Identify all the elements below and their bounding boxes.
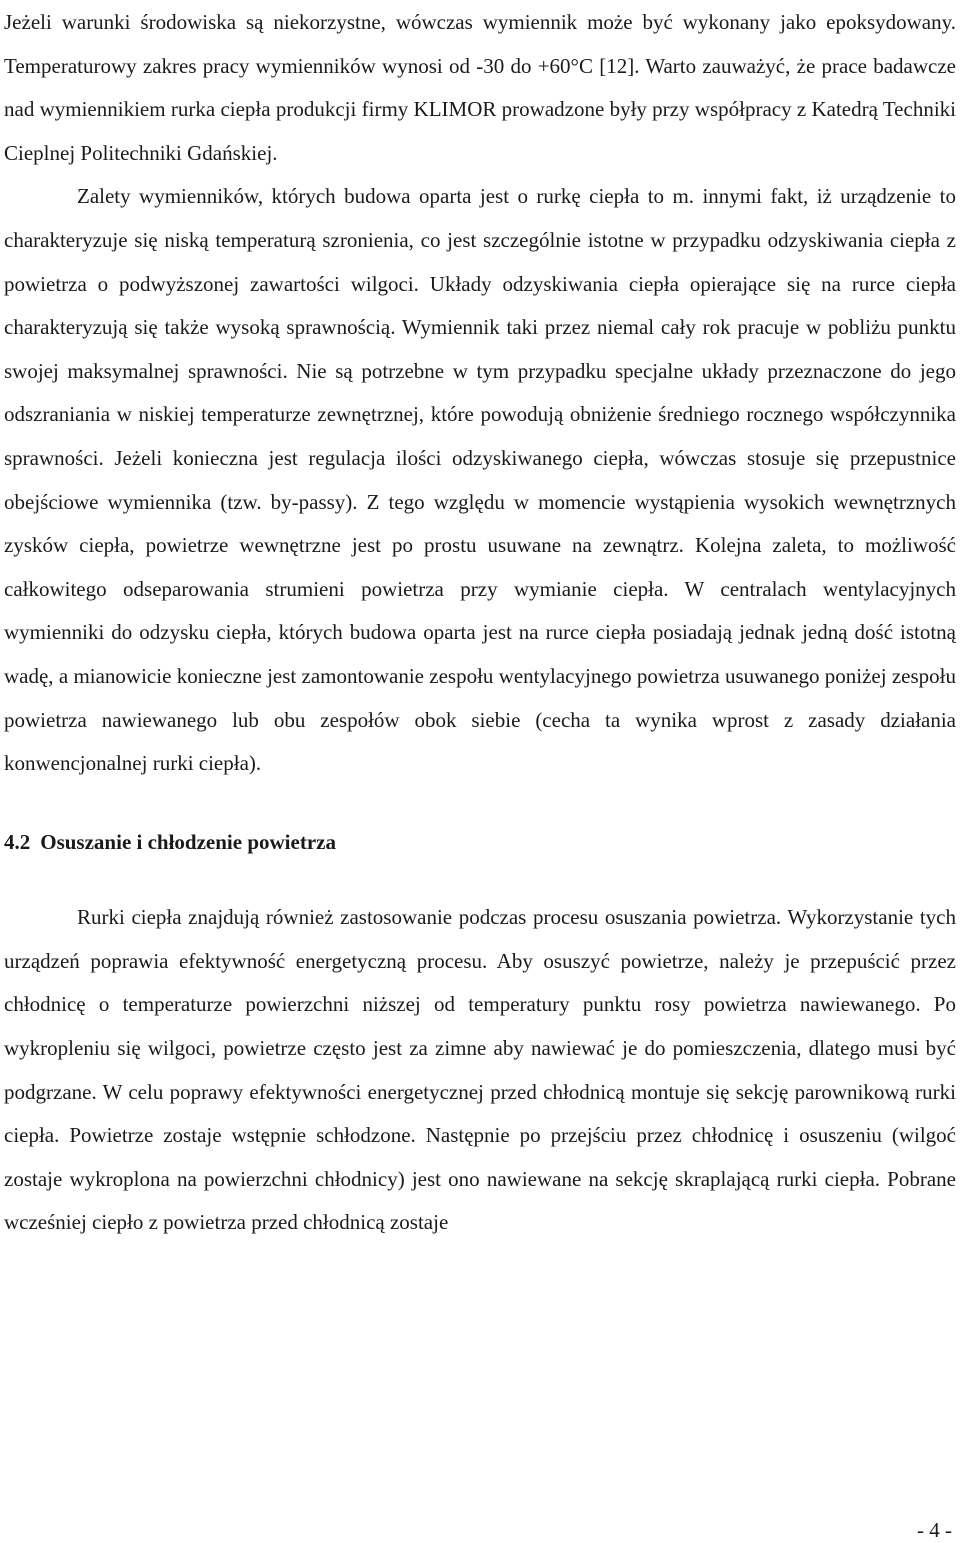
paragraph-heat-pipe-advantages: Zalety wymienników, których budowa oparta jest o rurkę ciepła to m. innymi fakt, iż urządzenie to charakteryzuje się niską temperaturą szronienia, co jest szczególnie istotne w przypadku odzyskiwania ciepła z powietrza o podwyższonej zawartości wilgoci. Układy odzyskiwania ciepła opierające się na rurce ciepła charakteryzują się także wysoką sprawnością. Wymiennik taki przez niemal cały rok pracuje w pobliżu punktu swojej maksymalnej sprawności. Nie są potrzebne w tym przypadku specjalne układy przeznaczone do jego odszraniania w niskiej temperaturze zewnętrznej, które powodują obniżenie średniego rocznego współczynnika sprawności. Jeżeli konieczna jest regulacja ilości odzyskiwanego ciepła, wówczas stosuje się przepustnice obejściowe wymiennika (tzw. by-passy). Z tego względu w momencie wystąpienia wysokich wewnętrznych zysków ciepła, powietrze wewnętrzne jest po prostu usuwane na zewnątrz. Kolejna zaleta, to możliwość całkowitego odseparowania strumieni powietrza przy wymianie ciepła. W centralach wentylacyjnych wymienniki do odzysku ciepła, których budowa oparta jest na rurce ciepła posiadają jednak jedną dość istotną wadę, a mianowicie konieczne jest zamontowanie zespołu wentylacyjnego powietrza usuwanego poniżej zespołu powietrza nawiewanego lub obu zespołów obok siebie (cecha ta wynika wprost z zasady działania konwencjonalnej rurki ciepła).	[4, 184, 956, 776]
section-number: 4.2	[4, 829, 31, 854]
section-title: Osuszanie i chłodzenie powietrza	[40, 829, 336, 854]
paragraph-dehumidification: Rurki ciepła znajdują również zastosowanie podczas procesu osuszania powietrza. Wykorzystanie tych urządzeń poprawia efektywność energetyczną procesu. Aby osuszyć powietrze, należy je przepuścić przez chłodnicę o temperaturze powierzchni niższej od temperatury punktu rosy powietrza nawiewanego. Po wykropleniu się wilgoci, powietrze często jest za zimne aby nawiewać je do pomieszczenia, dlatego musi być podgrzane. W celu poprawy efektywności energetycznej przed chłodnicą montuje się sekcję parownikową rurki ciepła. Powietrze zostaje wstępnie schłodzone. Następnie po przejściu przez chłodnicę i osuszeniu (wilgoć zostaje wykroplona na powierzchni chłodnicy) jest ono nawiewane na sekcję skraplającą rurki ciepła. Pobrane wcześniej ciepło z powietrza przed chłodnicą zostaje	[4, 905, 956, 1235]
section-heading	[4, 821, 956, 865]
page-number: - 4 -	[917, 1518, 952, 1542]
document-page	[4, 0, 956, 1245]
paragraph-heat-exchanger-conditions: Jeżeli warunki środowiska są niekorzystne, wówczas wymiennik może być wykonany jako epoksydowany. Temperaturowy zakres pracy wymienników wynosi od -30 do +60°C [12]. Warto zauważyć, że prace badawcze nad wymiennikiem rurka ciepła produkcji firmy KLIMOR prowadzone były przy współpracy z Katedrą Techniki Cieplnej Politechniki Gdańskiej.	[4, 10, 956, 165]
